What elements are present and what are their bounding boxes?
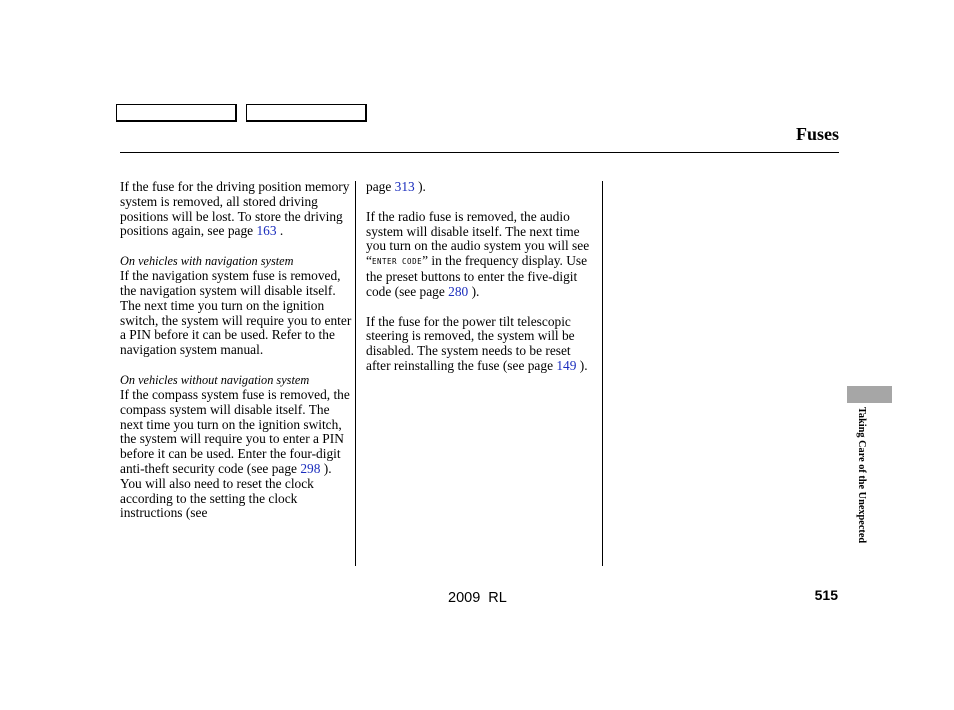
continuation-paragraph bbox=[366, 180, 592, 195]
compass-text: If the compass system fuse is removed, the compass system will disable itself. The next time you turn on the ignition switch, the system will require you to enter a PIN before it can be used. Enter the four-digit anti-theft security code (see page bbox=[120, 386, 350, 476]
section-label: Taking Care of the Unexpected bbox=[856, 407, 867, 544]
continuation-text-end: ). bbox=[414, 179, 426, 194]
page-link-298[interactable]: 298 bbox=[300, 460, 321, 476]
enter-code-display: ENTER CODE bbox=[371, 257, 423, 267]
page-link-313[interactable]: 313 bbox=[394, 179, 415, 194]
subhead-with-nav: On vehicles with navigation system bbox=[120, 254, 294, 269]
footer-model: 2009 RL bbox=[448, 590, 507, 606]
page-number: 515 bbox=[814, 587, 838, 603]
memory-text: If the fuse for the driving position memory system is removed, all stored driving positions will be lost. To store the driving positions again, see page bbox=[120, 179, 350, 239]
page-link-149[interactable]: 149 bbox=[556, 357, 577, 373]
compass-paragraph bbox=[120, 388, 352, 521]
navigation-paragraph: If the navigation system fuse is removed, the navigation system will disable itself. The next time you turn on the ignition switch, the system will require you to enter a PIN before it can be used. Refer to the navigation system manual. bbox=[120, 268, 352, 358]
section-tab[interactable] bbox=[847, 386, 892, 403]
radio-text-cont: ” in the frequency display. Use the preset buttons to enter the five-digit code (see page bbox=[366, 253, 588, 299]
column-divider-2 bbox=[602, 181, 603, 566]
tilt-text: If the fuse for the power tilt telescopic steering is removed, the system will be disabled. The system needs to be reset after reinstalling the fuse (see page bbox=[366, 313, 575, 373]
radio-text: If the radio fuse is removed, the audio system will disable itself. The next time you turn on the audio system you will see “ bbox=[366, 208, 590, 269]
tilt-text-end: ). bbox=[576, 357, 588, 373]
page-link-280[interactable]: 280 bbox=[448, 283, 469, 299]
memory-text-end: . bbox=[276, 223, 284, 239]
column-right bbox=[366, 180, 592, 389]
tilt-paragraph bbox=[366, 315, 592, 374]
column-left bbox=[120, 180, 352, 536]
subhead-without-nav: On vehicles without navigation system bbox=[120, 372, 310, 387]
radio-paragraph bbox=[366, 210, 592, 300]
title-rule bbox=[120, 152, 839, 153]
memory-paragraph bbox=[120, 180, 352, 239]
radio-text-end: ). bbox=[468, 283, 480, 299]
compass-text-end: ). You will also need to reset the clock according to the setting the clock instructions (see bbox=[120, 460, 332, 521]
page-link-163[interactable]: 163 bbox=[256, 223, 277, 239]
column-divider-1 bbox=[355, 181, 356, 566]
page-title: Fuses bbox=[795, 124, 839, 144]
continuation-text: page bbox=[366, 179, 395, 194]
nav-button-prev[interactable] bbox=[116, 104, 237, 122]
nav-button-next[interactable] bbox=[246, 104, 367, 122]
